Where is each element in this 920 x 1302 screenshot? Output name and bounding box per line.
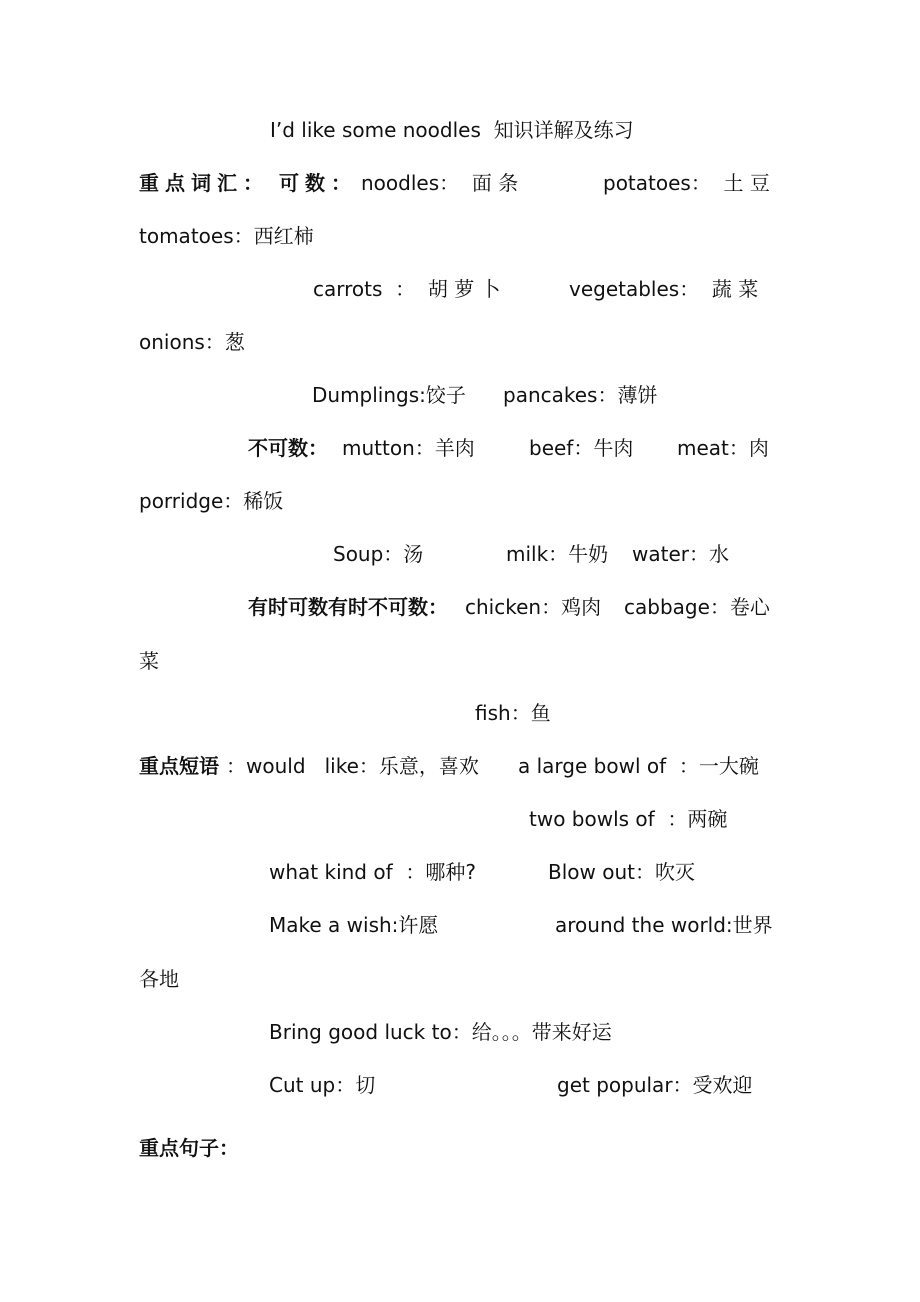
vocab-section-label: 重点词汇： (139, 171, 269, 195)
uncountable-label: 不可数： (248, 436, 328, 460)
phrase-two-bowls: two bowls of ：两碗 (529, 807, 728, 831)
vocab-dumplings: Dumplings:饺子 (312, 383, 466, 407)
phrase-blow-out: Blow out：吹灭 (548, 860, 695, 884)
phrase-bring-luck: Bring good luck to：给。。。带来好运 (269, 1020, 612, 1044)
countable-label: 可数： (279, 171, 357, 195)
phrase-around-world: around the world:世界 (555, 913, 773, 937)
vocab-noodles: noodles： 面 条 (361, 171, 519, 195)
vocab-mutton: mutton：羊肉 (342, 436, 475, 460)
phrase-around-world-cont: 各地 (139, 967, 179, 991)
phrase-large-bowl: a large bowl of ：一大碗 (518, 754, 759, 778)
vocab-soup: Soup：汤 (333, 542, 424, 566)
page-title: I’d like some noodles 知识详解及练习 (270, 118, 634, 142)
vocab-fish: fish：鱼 (475, 701, 551, 725)
phrase-get-popular: get popular：受欢迎 (557, 1073, 753, 1097)
phrase-cut-up: Cut up：切 (269, 1073, 376, 1097)
vocab-onions: onions：葱 (139, 330, 245, 354)
vocab-pancakes: pancakes：薄饼 (503, 383, 658, 407)
vocab-beef: beef：牛肉 (529, 436, 634, 460)
vocab-tomatoes: tomatoes：西红柿 (139, 224, 314, 248)
phrases-section-label: 重点短语 (139, 754, 219, 778)
phrase-what-kind: what kind of ：哪种? (269, 860, 476, 884)
vocab-cabbage-cont: 菜 (139, 649, 159, 673)
vocab-potatoes: potatoes： 土 豆 (603, 171, 770, 195)
phrase-would-like: ：would like：乐意，喜欢 (226, 754, 479, 778)
vocab-cabbage: cabbage：卷心 (624, 595, 770, 619)
phrase-make-wish: Make a wish:许愿 (269, 913, 439, 937)
vocab-meat: meat：肉 (677, 436, 769, 460)
vocab-vegetables: vegetables： 蔬 菜 (569, 277, 759, 301)
sometimes-countable-label: 有时可数有时不可数： (248, 595, 448, 619)
vocab-carrots: carrots ： 胡 萝 卜 (313, 277, 501, 301)
vocab-chicken: chicken：鸡肉 (465, 595, 602, 619)
vocab-porridge: porridge：稀饭 (139, 489, 284, 513)
sentences-section-label: 重点句子： (139, 1136, 239, 1160)
vocab-water: water：水 (632, 542, 729, 566)
vocab-milk: milk：牛奶 (506, 542, 609, 566)
